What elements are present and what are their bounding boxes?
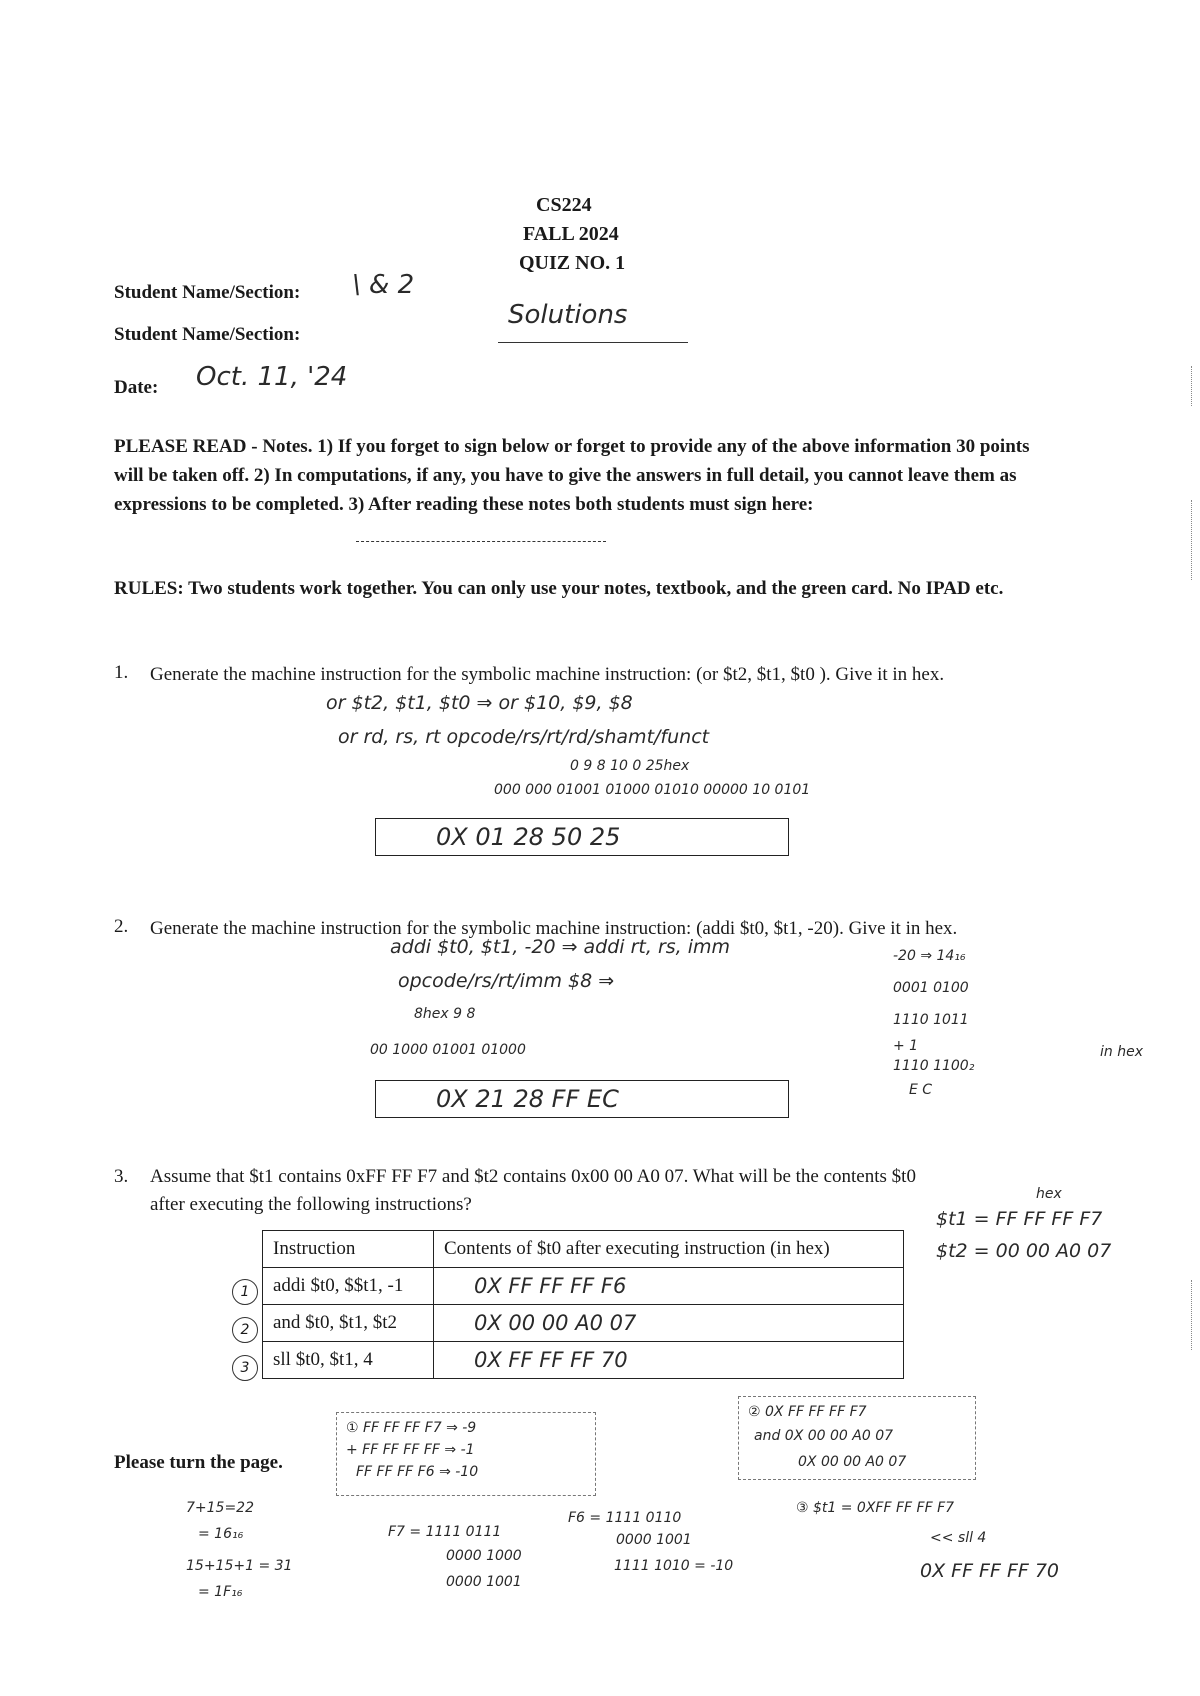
scratch-f-1: ③ $t1 = 0XFF FF FF F7	[796, 1500, 955, 1516]
q3-side-t2: $t2 = 00 00 A0 07	[936, 1240, 1112, 1262]
q2-answer: 0X 21 28 FF EC	[436, 1085, 619, 1113]
scratch-e-2: 0000 1001	[616, 1532, 692, 1548]
date-value: Oct. 11, '24	[196, 362, 348, 392]
q2-side-2: 0001 0100	[893, 980, 969, 996]
table-row	[263, 1305, 904, 1342]
scratch-d-3: 0000 1001	[446, 1574, 522, 1590]
row-instruction: addi $t0, $$t1, -1	[263, 1268, 434, 1305]
q2-work-2: opcode/rs/rt/imm $8 ⇒	[398, 970, 615, 992]
scan-edge-mark	[1191, 1280, 1194, 1350]
scratch-b-2: and 0X 00 00 A0 07	[754, 1428, 894, 1444]
scratch-f-2: << sll 4	[930, 1530, 987, 1546]
q2-work-1: addi $t0, $t1, -20 ⇒ addi rt, rs, imm	[390, 936, 731, 958]
q1-answer: 0X 01 28 50 25	[436, 823, 621, 851]
row-instruction: and $t0, $t1, $t2	[263, 1305, 434, 1342]
scratch-c-1: 7+15=22	[186, 1500, 254, 1516]
row-number-circle: 1	[232, 1279, 258, 1305]
table-row	[263, 1268, 904, 1305]
row-instruction: sll $t0, $t1, 4	[263, 1342, 434, 1379]
solutions-mark: Solutions	[508, 300, 628, 330]
q2-side-6: E C	[909, 1082, 933, 1098]
student-name-label-1: Student Name/Section:	[114, 282, 301, 303]
scratch-a-1: ① FF FF FF F7 ⇒ -9	[346, 1420, 477, 1436]
q1-answer-box[interactable]	[375, 818, 789, 856]
scratch-b-1: ② 0X FF FF FF F7	[748, 1404, 867, 1420]
row-number-circle: 2	[232, 1317, 258, 1343]
row-number-circle: 3	[232, 1355, 258, 1381]
solutions-underline	[498, 342, 688, 343]
course-code: CS224	[536, 194, 592, 216]
q1-work-3: 0 9 8 10 0 25hex	[570, 758, 690, 774]
turn-page-note: Please turn the page.	[114, 1452, 283, 1473]
q2-number: 2.	[114, 916, 129, 937]
table-header-row	[263, 1231, 904, 1268]
q3-text-2: after executing the following instructions?	[150, 1194, 472, 1215]
scratch-d-2: 0000 1000	[446, 1548, 522, 1564]
q2-work-3: 8hex 9 8	[414, 1006, 476, 1022]
student-name-label-2: Student Name/Section:	[114, 324, 301, 345]
table-header-contents: Contents of $t0 after executing instruction (in hex)	[434, 1231, 904, 1268]
signature-line	[356, 541, 606, 542]
q2-side-1: -20 ⇒ 14₁₆	[893, 948, 966, 964]
q2-side-4: + 1	[893, 1038, 919, 1054]
q2-side-3: 1110 1011	[893, 1012, 969, 1028]
q2-side-5: 1110 1100₂	[893, 1058, 975, 1074]
q1-number: 1.	[114, 662, 129, 683]
scratch-c-2: = 16₁₆	[198, 1526, 244, 1542]
rules-text: RULES: Two students work together. You can only use your notes, textbook, and the green card. No IPAD etc.	[114, 578, 1004, 599]
scratch-a-2: + FF FF FF FF ⇒ -1	[346, 1442, 475, 1458]
q2-work-4: 00 1000 01001 01000	[370, 1042, 526, 1058]
q2-side-note: in hex	[1100, 1044, 1143, 1060]
q3-number: 3.	[114, 1166, 129, 1187]
student-name-value-1: \ & 2	[352, 270, 415, 300]
scratch-d-1: F7 = 1111 0111	[388, 1524, 502, 1540]
q2-text: Generate the machine instruction for the symbolic machine instruction: (addi $t0, $t1, -20). Give it in hex.	[150, 918, 958, 939]
scratch-a-3: FF FF FF F6 ⇒ -10	[356, 1464, 479, 1480]
scratch-c-4: = 1F₁₆	[198, 1584, 243, 1600]
scratch-f-3: 0X FF FF FF 70	[920, 1560, 1060, 1582]
date-label: Date:	[114, 377, 159, 398]
table-header-instruction: Instruction	[263, 1231, 434, 1268]
scratch-e-3: 1111 1010 = -10	[614, 1558, 734, 1574]
row-answer[interactable]: 0X 00 00 A0 07	[434, 1305, 904, 1342]
scan-edge-mark	[1191, 500, 1194, 580]
q2-answer-box[interactable]	[375, 1080, 789, 1118]
scratch-b-3: 0X 00 00 A0 07	[798, 1454, 907, 1470]
notes-text: PLEASE READ - Notes. 1) If you forget to sign below or forget to provide any of the above information 30 points will be taken off. 2) In computations, if any, you have to give the answers in full detail, you cannot leave them as expressions to be completed. 3) After reading these notes both students must sign here:	[114, 436, 1030, 515]
row-answer[interactable]: 0X FF FF FF F6	[434, 1268, 904, 1305]
scratch-e-1: F6 = 1111 0110	[568, 1510, 682, 1526]
term: FALL 2024	[523, 223, 619, 245]
q1-work-4: 000 000 01001 01000 01010 00000 10 0101	[494, 782, 811, 798]
q3-text-1: Assume that $t1 contains 0xFF FF F7 and $t2 contains 0x00 00 A0 07. What will be the contents $t0	[150, 1166, 916, 1187]
scan-edge-mark	[1191, 366, 1194, 406]
quiz-number: QUIZ NO. 1	[519, 252, 626, 274]
q3-side-t1: $t1 = FF FF FF F7	[936, 1208, 1103, 1230]
q1-work-1: or $t2, $t1, $t0 ⇒ or $10, $9, $8	[326, 692, 633, 714]
q3-table	[262, 1230, 904, 1379]
scratch-c-3: 15+15+1 = 31	[186, 1558, 293, 1574]
q1-work-2: or rd, rs, rt opcode/rs/rt/rd/shamt/funct	[338, 726, 710, 748]
q1-text: Generate the machine instruction for the symbolic machine instruction: (or $t2, $t1, $t0 ). Give it in hex.	[150, 664, 945, 685]
q3-side-hex: hex	[1036, 1186, 1062, 1202]
row-answer[interactable]: 0X FF FF FF 70	[434, 1342, 904, 1379]
table-row	[263, 1342, 904, 1379]
